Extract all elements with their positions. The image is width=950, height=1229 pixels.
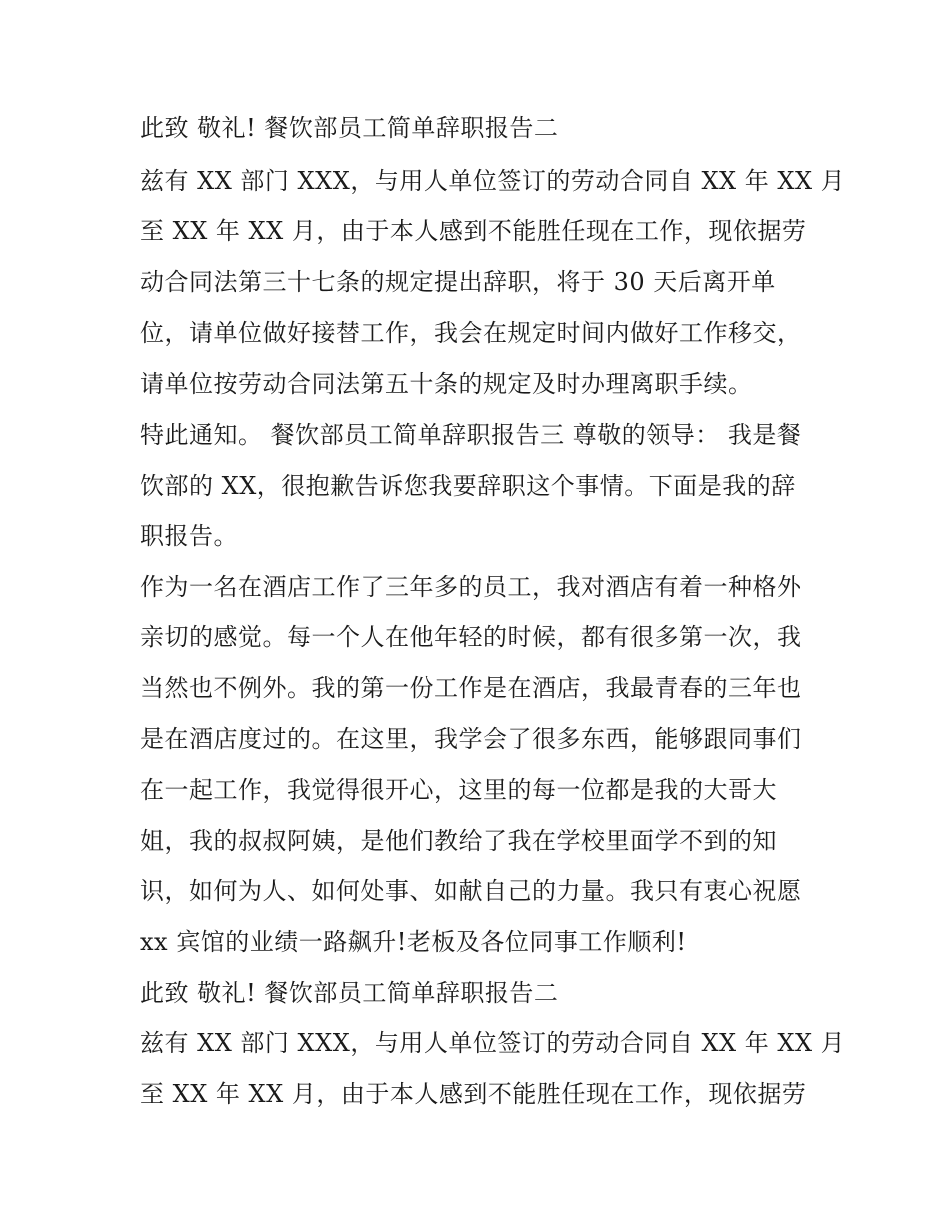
text-line: 特此通知。 餐饮部员工简单辞职报告三 尊敬的领导： 我是餐 xyxy=(140,421,802,449)
text-line: 职报告。 xyxy=(140,522,238,550)
text-line: 当然也不例外。我的第一份工作是在酒店，我最青春的三年也 xyxy=(140,674,802,702)
text-line: 在一起工作，我觉得很开心，这里的每一位都是我的大哥大 xyxy=(140,776,777,804)
text-line: 至 XX 年 XX 月，由于本人感到不能胜任现在工作，现依据劳 xyxy=(140,217,807,245)
text-line: 兹有 XX 部门 XXX，与用人单位签订的劳动合同自 XX 年 XX 月 xyxy=(140,1029,846,1057)
text-line: 亲切的感觉。每一个人在他年轻的时候，都有很多第一次，我 xyxy=(140,623,802,651)
text-line: 姐，我的叔叔阿姨，是他们教给了我在学校里面学不到的知 xyxy=(140,827,777,855)
text-line: 是在酒店度过的。在这里，我学会了很多东西，能够跟同事们 xyxy=(140,725,802,753)
text-line: 此致 敬礼! 餐饮部员工简单辞职报告二 xyxy=(140,114,559,142)
text-line: 饮部的 XX，很抱歉告诉您我要辞职这个事情。下面是我的辞 xyxy=(140,472,796,500)
text-line: 此致 敬礼! 餐饮部员工简单辞职报告二 xyxy=(140,979,559,1007)
text-line: 识，如何为人、如何处事、如献自己的力量。我只有衷心祝愿 xyxy=(140,877,802,905)
text-line: 位，请单位做好接替工作，我会在规定时间内做好工作移交， xyxy=(140,319,802,347)
text-line: 动合同法第三十七条的规定提出辞职，将于 30 天后离开单 xyxy=(140,268,776,296)
text-line: 至 XX 年 XX 月，由于本人感到不能胜任现在工作，现依据劳 xyxy=(140,1080,807,1108)
text-line: 请单位按劳动合同法第五十条的规定及时办理离职手续。 xyxy=(140,370,753,398)
text-line: xx 宾馆的业绩一路飙升!老板及各位同事工作顺利! xyxy=(140,928,687,956)
text-line: 兹有 XX 部门 XXX，与用人单位签订的劳动合同自 XX 年 XX 月 xyxy=(140,167,846,195)
text-line: 作为一名在酒店工作了三年多的员工，我对酒店有着一种格外 xyxy=(140,573,802,601)
